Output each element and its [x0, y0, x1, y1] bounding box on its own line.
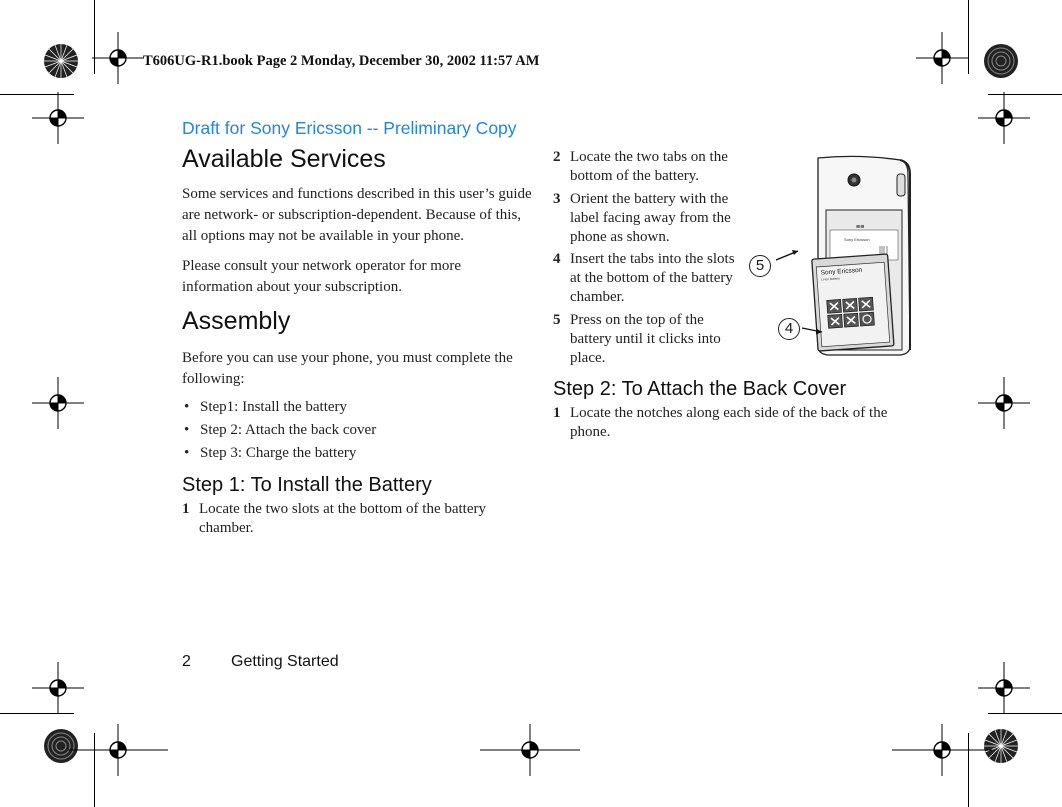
callout-5: 5 — [749, 255, 771, 277]
step-text: Orient the battery with the label facing away from the phone as shown. — [570, 191, 731, 245]
assembly-steps-list — [182, 396, 522, 465]
step2-heading: Step 2: To Attach the Back Cover — [553, 378, 847, 400]
step-number: 3 — [553, 191, 561, 207]
file-info-header: T606UG-R1.book Page 2 Monday, December 30, 2002 11:57 AM — [143, 53, 540, 69]
callout-4: 4 — [778, 318, 800, 340]
step1-item-1 — [182, 500, 532, 538]
step-number: 5 — [553, 312, 561, 328]
step1-item-2 — [553, 148, 745, 186]
step-number: 1 — [553, 405, 561, 421]
step-text: Locate the two tabs on the bottom of the battery. — [570, 149, 728, 184]
chamber-label: Sony Ericsson — [844, 237, 870, 242]
step1-item-3 — [553, 190, 745, 247]
assembly-heading: Assembly — [182, 307, 291, 335]
step-number: 2 — [553, 149, 561, 165]
available-services-heading: Available Services — [182, 145, 386, 173]
list-item: • Step 3: Charge the battery — [182, 442, 522, 465]
step-text: Locate the notches along each side of the back of the phone. — [570, 405, 888, 440]
step1-item-4 — [553, 250, 745, 307]
available-services-para-2: Please consult your network operator for more information about your subscription. — [182, 258, 462, 295]
step2-item-1 — [553, 404, 898, 442]
step1-item-5 — [553, 311, 738, 368]
draft-notice: Draft for Sony Ericsson -- Preliminary Copy — [182, 118, 517, 138]
step1-heading: Step 1: To Install the Battery — [182, 474, 432, 496]
step-text: Press on the top of the battery until it clicks into place. — [570, 312, 721, 366]
step-text: Insert the tabs into the slots at the bottom of the battery chamber. — [570, 251, 735, 305]
section-title: Getting Started — [231, 653, 339, 670]
step-number: 1 — [182, 501, 190, 517]
battery-sub: Li-ion Battery — [821, 276, 841, 282]
battery-brand: Sony Ericsson — [820, 266, 863, 277]
step-number: 4 — [553, 251, 561, 267]
assembly-intro: Before you can use your phone, you must complete the following: — [182, 350, 513, 387]
page-number: 2 — [182, 653, 191, 670]
list-item: • Step1: Install the battery — [182, 396, 522, 419]
step-text: Locate the two slots at the bottom of the battery chamber. — [199, 501, 487, 536]
list-item: • Step 2: Attach the back cover — [182, 419, 522, 442]
available-services-para-1: Some services and functions described in this user’s guide are network- or subscription-dependent. Because of this, all options may not be available in your phone. — [182, 186, 532, 244]
svg-text:≋≋: ≋≋ — [856, 224, 865, 230]
side-button — [897, 174, 905, 196]
